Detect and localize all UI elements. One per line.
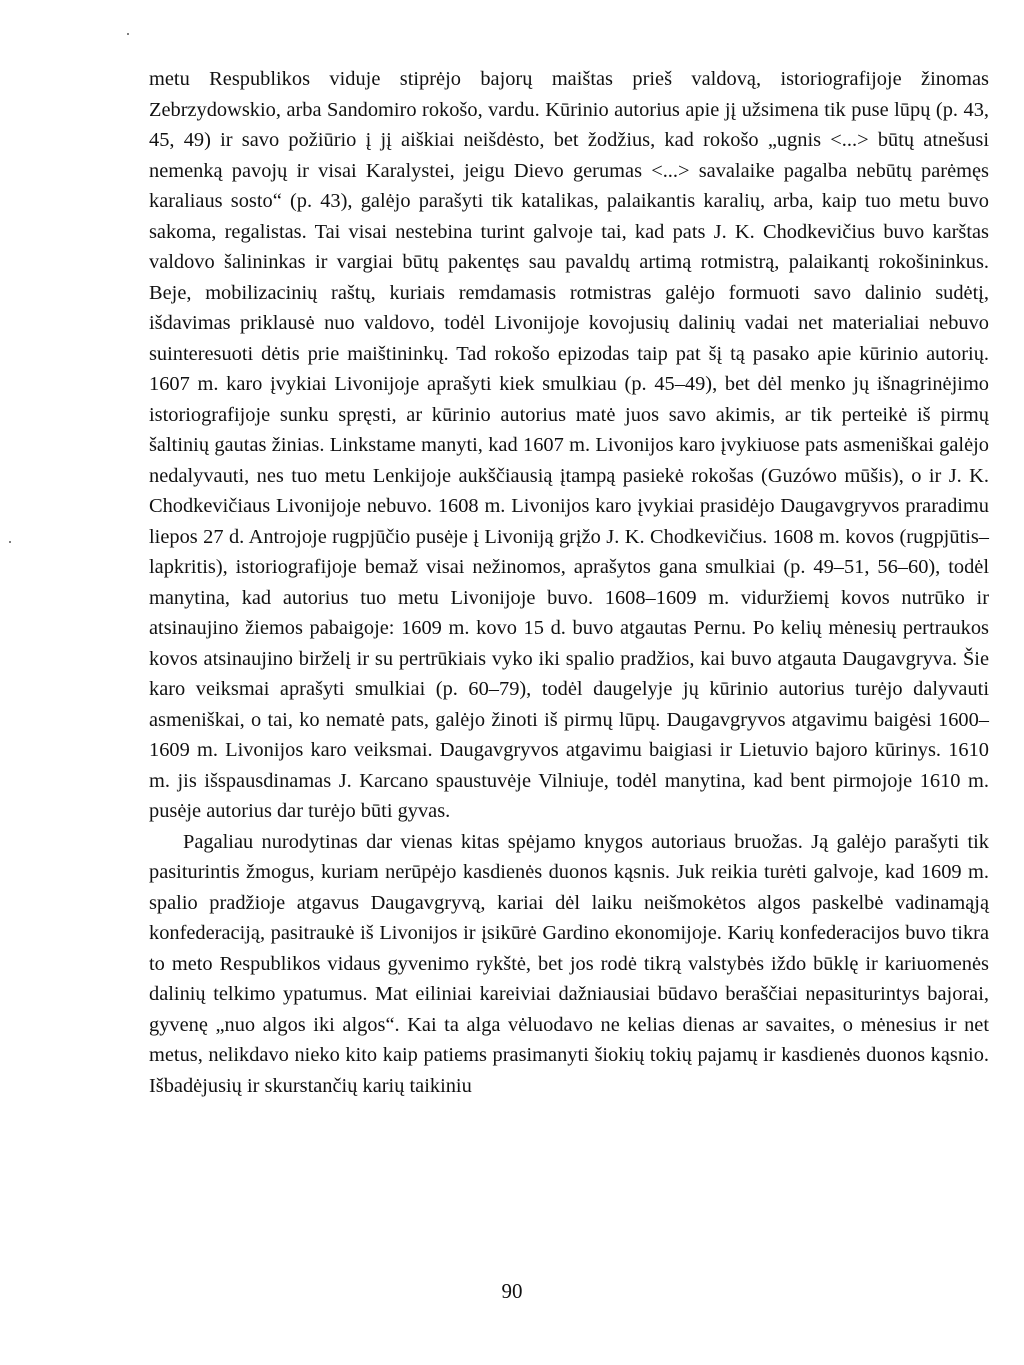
- body-text: [149, 64, 989, 1101]
- page-number: 90: [501, 1279, 523, 1303]
- paragraph-continued: metu Respublikos viduje stiprėjo bajorų maištas prieš valdovą, istoriografijoje žinomas Zebrzydowskio, arba Sandomiro rokošo, vardu. Kūrinio autorius apie jį užsimena tik puse lūpų (p. 43, 45, 49) ir savo požiūrio į jį aiškiai neišdėsto, bet žodžius, kad rokošo „ugnis <...> būtų atnešusi nemenką pavojų ir visai Karalystei, jeigu Dievo gerumas <...> savalaike pagalba nebūtų parėmęs karaliaus sosto“ (p. 43), galėjo parašyti tik katalikas, palaikantis karalių, arba, kaip tuo metu buvo sakoma, regalistas. Tai visai nestebina turint galvoje tai, kad pats J. K. Chodkevičius buvo karštas valdovo šalininkas ir vargiai būtų pakentęs sau pavaldų artimą rotmistrą, palaikantį rokošininkus. Beje, mobilizacinių raštų, kuriais remdamasis rotmistras galėjo formuoti savo dalinio sudėtį, išdavimas priklausė nuo valdovo, todėl Livonijoje kovojusių dalinių vadai net materialiai nebuvo suinteresuoti dėtis prie maištininkų. Tad rokošo epizodas taip pat šį tą pasako apie kūrinio autorių. 1607 m. karo įvykiai Livonijoje aprašyti kiek smulkiau (p. 45–49), bet dėl menko jų išnagrinėjimo istoriografijoje sunku spręsti, ar kūrinio autorius matė juos savo akimis, ar tik perteikė iš pirmų šaltinių gautas žinias. Linkstame manyti, kad 1607 m. Livonijos karo įvykiuose pats asmeniškai galėjo nedalyvauti, nes tuo metu Lenkijoje aukščiausią įtampą pasiekė rokošas (Guzówo mūšis), o ir J. K. Chodkevičiaus Livonijoje nebuvo. 1608 m. Livonijos karo įvykiai prasidėjo Daugavgryvos praradimu liepos 27 d. Antrojoje rugpjūčio pusėje į Livoniją grįžo J. K. Chodkevičius. 1608 m. kovos (rugpjūtis–lapkritis), istoriografijoje bemaž visai nežinomos, aprašytos gana smulkiai (p. 49–51, 56–60), todėl manytina, kad autorius tuo metu Livonijoje buvo. 1608–1609 m. viduržiemį kovos nutrūko ir atsinaujino žiemos pabaigoje: 1609 m. kovo 15 d. buvo atgautas Pernu. Po kelių mėnesių pertraukos kovos atsinaujino birželį ir su pertrūkiais vyko iki spalio pradžios, kai buvo atgauta Daugavgryva. Šie karo veiksmai aprašyti smulkiai (p. 60–79), todėl daugelyje jų kūrinio autorius turėjo dalyvauti asmeniškai, o tai, ko nematė pats, galėjo žinoti iš pirmų lūpų. Daugavgryvos atgavimu baigėsi 1600–1609 m. Livonijos karo veiksmai. Daugavgryvos atgavimu baigiasi ir Lietuvio bajoro kūrinys. 1610 m. jis išspausdinamas J. Karcano spaustuvėje Vilniuje, todėl manytina, kad bent pirmojoje 1610 m. pusėje autorius dar turėjo būti gyvas.: [149, 68, 989, 822]
- paragraph: Pagaliau nurodytinas dar vienas kitas spėjamo knygos autoriaus bruožas. Ją galėjo parašyti tik pasiturintis žmogus, kuriam nerūpėjo kasdienės duonos kąsnis. Juk reikia turėti galvoje, kad 1609 m. spalio pradžioje atgavus Daugavgryvą, kariai dėl laiku neišmokėtos algos paskelbė vadinamąją konfederaciją, pasitraukė iš Livonijos ir įsikūrė Gardino ekonomijoje. Karių konfederacijos buvo tikra to meto Respublikos vidaus gyvenimo rykštė, bet jos rodė tikrą valstybės iždo būklę ir kariuomenės dalinių telkimo ypatumus. Mat eiliniai kareiviai dažniausiai būdavo beraščiai nepasiturintys bajorai, gyvenę „nuo algos iki algos“. Kai ta alga vėluodavo ne kelias dienas ar savaites, o mėnesius ir net metus, nelikdavo nieko kito kaip patiems prasimanyti šiokių tokių pajamų ir kasdienės duonos kąsnio. Išbadėjusių ir skurstančių karių taikiniu: [149, 830, 989, 1097]
- scan-speck: [127, 33, 129, 35]
- scan-speck: [9, 541, 11, 543]
